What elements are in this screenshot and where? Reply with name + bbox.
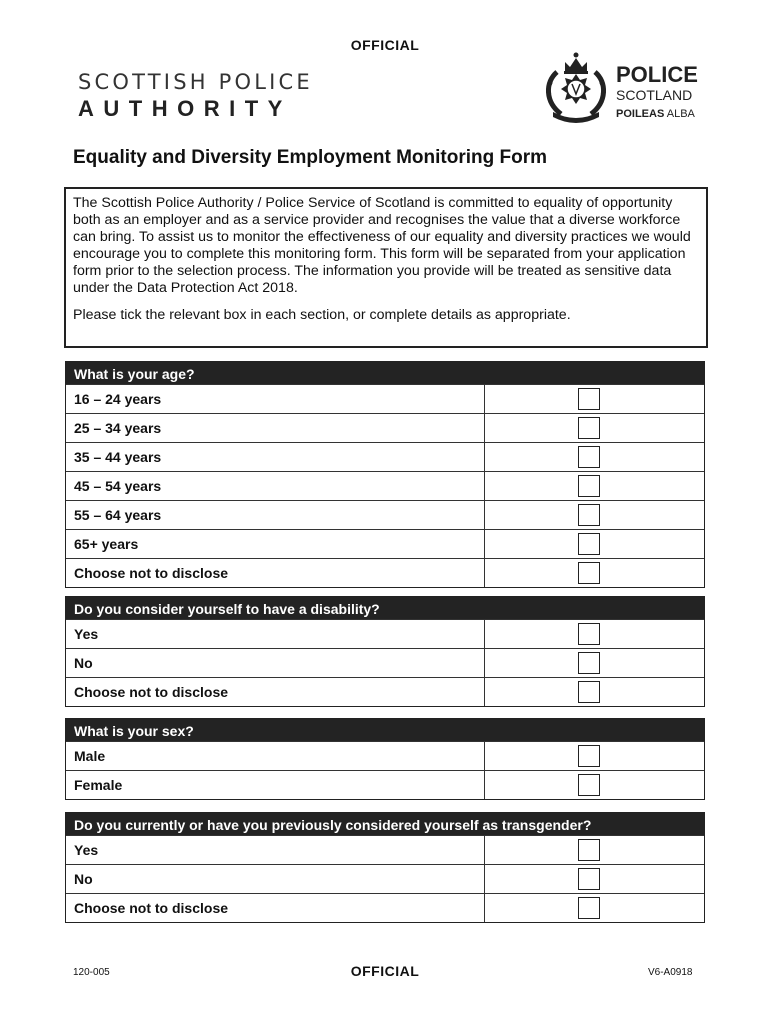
option-row xyxy=(66,471,704,500)
transgender-not-disclose-checkbox[interactable] xyxy=(578,897,600,919)
transgender-no-checkbox[interactable] xyxy=(578,868,600,890)
age-35-44-checkbox[interactable] xyxy=(578,446,600,468)
section-sex xyxy=(65,718,705,800)
disability-not-disclose-checkbox[interactable] xyxy=(578,681,600,703)
section-heading-disability: Do you consider yourself to have a disability? xyxy=(66,597,704,619)
disability-yes-checkbox[interactable] xyxy=(578,623,600,645)
option-row xyxy=(66,384,704,413)
ps-police-text: POLICE xyxy=(616,62,698,87)
option-label: Male xyxy=(66,742,485,770)
option-row xyxy=(66,442,704,471)
section-heading-transgender: Do you currently or have you previously considered yourself as transgender? xyxy=(66,813,704,835)
option-label: Choose not to disclose xyxy=(66,559,485,587)
option-label: No xyxy=(66,649,485,677)
option-label: 55 – 64 years xyxy=(66,501,485,529)
ps-scotland-text: SCOTLAND xyxy=(616,87,693,103)
sex-male-checkbox[interactable] xyxy=(578,745,600,767)
section-disability xyxy=(65,596,705,707)
option-row xyxy=(66,835,704,864)
option-label: No xyxy=(66,865,485,893)
option-row xyxy=(66,413,704,442)
classification-bottom: OFFICIAL xyxy=(350,963,420,979)
option-row xyxy=(66,893,704,922)
option-row xyxy=(66,770,704,799)
option-label: 25 – 34 years xyxy=(66,414,485,442)
intro-box xyxy=(64,187,708,348)
footer-reference: 120-005 xyxy=(73,967,110,978)
section-transgender xyxy=(65,812,705,923)
option-row xyxy=(66,677,704,706)
option-label: 45 – 54 years xyxy=(66,472,485,500)
classification-top: OFFICIAL xyxy=(350,37,420,53)
spa-logo-line1: SCOTTISH POLICE xyxy=(78,70,313,94)
option-row xyxy=(66,529,704,558)
police-scotland-wordmark xyxy=(616,64,698,120)
option-label: Female xyxy=(66,771,485,799)
option-label: 65+ years xyxy=(66,530,485,558)
intro-text: The Scottish Police Authority / Police Service of Scotland is committed to equality of opportunity both as an employer and as a service provider and recognises the value that a diverse workforce can bring. To assist us to monitor the effectiveness of our equality and diversity practices we would encourage you to complete this monitoring form. This form will be separated from your application form prior to the selection process. The information you provide will be treated as sensitive data under the Data Protection Act 2018. xyxy=(73,195,691,296)
age-16-24-checkbox[interactable] xyxy=(578,388,600,410)
option-row xyxy=(66,648,704,677)
section-heading-age: What is your age? xyxy=(66,362,704,384)
section-age xyxy=(65,361,705,588)
option-label: 16 – 24 years xyxy=(66,385,485,413)
disability-no-checkbox[interactable] xyxy=(578,652,600,674)
option-row xyxy=(66,619,704,648)
footer-version: V6-A0918 xyxy=(648,967,693,978)
option-label: 35 – 44 years xyxy=(66,443,485,471)
option-row xyxy=(66,558,704,587)
ps-alba-text: POILEAS ALBA xyxy=(616,108,695,120)
spa-logo xyxy=(78,70,313,122)
option-label: Yes xyxy=(66,836,485,864)
option-label: Choose not to disclose xyxy=(66,678,485,706)
police-scotland-crest-icon xyxy=(541,50,611,126)
option-row xyxy=(66,741,704,770)
option-label: Yes xyxy=(66,620,485,648)
sex-female-checkbox[interactable] xyxy=(578,774,600,796)
spa-logo-line2: AUTHORITY xyxy=(78,96,292,121)
transgender-yes-checkbox[interactable] xyxy=(578,839,600,861)
form-title: Equality and Diversity Employment Monitoring Form xyxy=(73,147,547,168)
age-not-disclose-checkbox[interactable] xyxy=(578,562,600,584)
section-heading-sex: What is your sex? xyxy=(66,719,704,741)
age-25-34-checkbox[interactable] xyxy=(578,417,600,439)
option-row xyxy=(66,864,704,893)
age-55-64-checkbox[interactable] xyxy=(578,504,600,526)
instruction-note: Please tick the relevant box in each section, or complete details as appropriate. xyxy=(73,307,571,323)
age-65-plus-checkbox[interactable] xyxy=(578,533,600,555)
option-label: Choose not to disclose xyxy=(66,894,485,922)
option-row xyxy=(66,500,704,529)
age-45-54-checkbox[interactable] xyxy=(578,475,600,497)
